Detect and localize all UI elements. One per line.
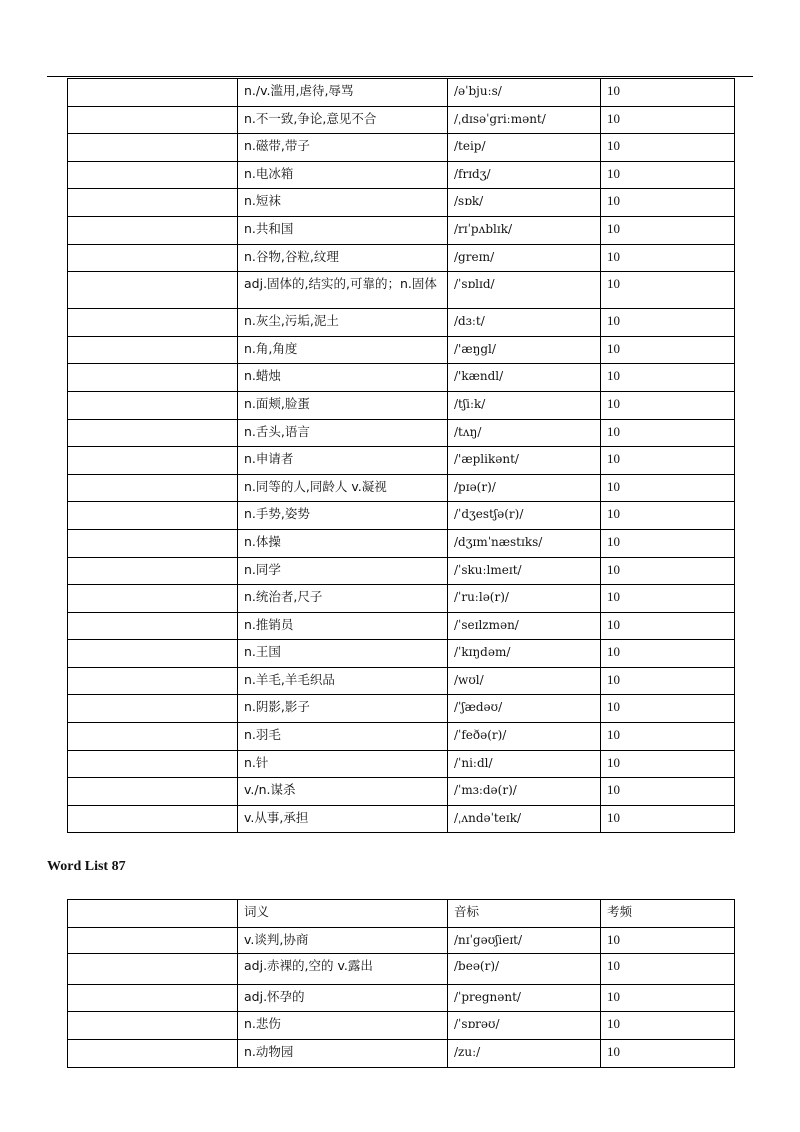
meaning-cell: n.面颊,脸蛋 <box>238 391 448 419</box>
frequency-cell: 10 <box>601 805 735 833</box>
phonetic-cell: /tʃiːk/ <box>448 391 601 419</box>
meaning-cell: n.针 <box>238 750 448 778</box>
frequency-cell: 10 <box>601 336 735 364</box>
frequency-cell: 10 <box>601 216 735 244</box>
table-row <box>68 1040 735 1068</box>
table-row <box>68 985 735 1012</box>
frequency-cell: 10 <box>601 778 735 806</box>
meaning-cell: n.推销员 <box>238 612 448 640</box>
header-rule <box>47 76 753 77</box>
phonetic-cell: /ˈniːdl/ <box>448 750 601 778</box>
word-cell <box>68 364 238 392</box>
phonetic-cell: /ˈmɜːdə(r)/ <box>448 778 601 806</box>
word-cell <box>68 1012 238 1040</box>
word-cell <box>68 244 238 272</box>
word-cell <box>68 985 238 1012</box>
table-row <box>68 805 735 833</box>
phonetic-cell: /nɪˈgəʊʃieɪt/ <box>448 928 601 954</box>
word-cell <box>68 502 238 530</box>
frequency-cell: 10 <box>601 79 735 107</box>
meaning-cell: n.羽毛 <box>238 723 448 751</box>
table-row <box>68 723 735 751</box>
word-cell <box>68 161 238 189</box>
meaning-cell: n.同等的人,同龄人 v.凝视 <box>238 474 448 502</box>
frequency-cell: 10 <box>601 419 735 447</box>
table-row <box>68 189 735 217</box>
frequency-cell: 10 <box>601 557 735 585</box>
frequency-cell: 10 <box>601 474 735 502</box>
frequency-cell: 10 <box>601 585 735 613</box>
word-cell <box>68 529 238 557</box>
frequency-cell: 10 <box>601 272 735 309</box>
meaning-cell: n.蜡烛 <box>238 364 448 392</box>
table-row <box>68 612 735 640</box>
meaning-cell: adj.怀孕的 <box>238 985 448 1012</box>
word-cell <box>68 134 238 162</box>
meaning-cell: n.悲伤 <box>238 1012 448 1040</box>
frequency-cell: 10 <box>601 695 735 723</box>
table-row <box>68 106 735 134</box>
table-row <box>68 447 735 475</box>
frequency-cell: 10 <box>601 134 735 162</box>
word-cell <box>68 1040 238 1068</box>
phonetic-cell: /'kændl/ <box>448 364 601 392</box>
word-cell <box>68 778 238 806</box>
table-row <box>68 216 735 244</box>
meaning-cell: v./n.谋杀 <box>238 778 448 806</box>
table-row <box>68 557 735 585</box>
word-cell <box>68 954 238 985</box>
meaning-cell: adj.固体的,结实的,可靠的；n.固体 <box>238 272 448 309</box>
word-list-heading: Word List 87 <box>47 859 126 874</box>
frequency-cell: 10 <box>601 529 735 557</box>
phonetic-cell: /dɜːt/ <box>448 309 601 337</box>
phonetic-cell: /'æŋgl/ <box>448 336 601 364</box>
meaning-cell: n.动物园 <box>238 1040 448 1068</box>
word-cell <box>68 336 238 364</box>
frequency-cell: 10 <box>601 928 735 954</box>
table-row <box>68 364 735 392</box>
phonetic-cell: /ˌʌndəˈteɪk/ <box>448 805 601 833</box>
meaning-cell: n.王国 <box>238 640 448 668</box>
table-row <box>68 419 735 447</box>
meaning-cell: n.舌头,语言 <box>238 419 448 447</box>
meaning-cell: n.电冰箱 <box>238 161 448 189</box>
word-cell <box>68 612 238 640</box>
meaning-cell: n.共和国 <box>238 216 448 244</box>
phonetic-cell: /ˈdʒestʃə(r)/ <box>448 502 601 530</box>
phonetic-cell: /ˌdɪsəˈgriːmənt/ <box>448 106 601 134</box>
phonetic-cell: /sɒk/ <box>448 189 601 217</box>
table-row <box>68 309 735 337</box>
header-word <box>68 900 238 928</box>
word-cell <box>68 447 238 475</box>
vocab-table-1 <box>67 78 735 833</box>
table-row <box>68 1012 735 1040</box>
meaning-cell: n.灰尘,污垢,泥土 <box>238 309 448 337</box>
phonetic-cell: /'æplikənt/ <box>448 447 601 475</box>
frequency-cell: 10 <box>601 985 735 1012</box>
phonetic-cell: /əˈbjuːs/ <box>448 79 601 107</box>
table-row <box>68 778 735 806</box>
phonetic-cell: /ˈseɪlzmən/ <box>448 612 601 640</box>
frequency-cell: 10 <box>601 640 735 668</box>
word-cell <box>68 640 238 668</box>
meaning-cell: adj.赤裸的,空的 v.露出 <box>238 954 448 985</box>
frequency-cell: 10 <box>601 364 735 392</box>
meaning-cell: n.磁带,带子 <box>238 134 448 162</box>
header-frequency: 考频 <box>601 900 735 928</box>
word-cell <box>68 474 238 502</box>
table-row <box>68 79 735 107</box>
word-cell <box>68 216 238 244</box>
phonetic-cell: /ˈfeðə(r)/ <box>448 723 601 751</box>
phonetic-cell: /beə(r)/ <box>448 954 601 985</box>
word-cell <box>68 106 238 134</box>
table-row <box>68 954 735 985</box>
phonetic-cell: /ˈsɒlɪd/ <box>448 272 601 309</box>
frequency-cell: 10 <box>601 612 735 640</box>
phonetic-cell: /ˈskuːlmeɪt/ <box>448 557 601 585</box>
word-cell <box>68 805 238 833</box>
phonetic-cell: /ˈkɪŋdəm/ <box>448 640 601 668</box>
frequency-cell: 10 <box>601 189 735 217</box>
table-row <box>68 391 735 419</box>
phonetic-cell: /teip/ <box>448 134 601 162</box>
frequency-cell: 10 <box>601 667 735 695</box>
meaning-cell: n.阴影,影子 <box>238 695 448 723</box>
frequency-cell: 10 <box>601 309 735 337</box>
word-cell <box>68 79 238 107</box>
word-cell <box>68 585 238 613</box>
word-cell <box>68 419 238 447</box>
table-row <box>68 928 735 954</box>
phonetic-cell: /ˈruːlə(r)/ <box>448 585 601 613</box>
table-row <box>68 161 735 189</box>
word-cell <box>68 723 238 751</box>
header-meaning: 词义 <box>238 900 448 928</box>
word-cell <box>68 272 238 309</box>
phonetic-cell: /frɪdʒ/ <box>448 161 601 189</box>
table-row <box>68 502 735 530</box>
word-cell <box>68 391 238 419</box>
table-row <box>68 695 735 723</box>
meaning-cell: n.体操 <box>238 529 448 557</box>
word-cell <box>68 695 238 723</box>
frequency-cell: 10 <box>601 750 735 778</box>
frequency-cell: 10 <box>601 1012 735 1040</box>
table-row <box>68 640 735 668</box>
phonetic-cell: /ˈpregnənt/ <box>448 985 601 1012</box>
table-row <box>68 750 735 778</box>
phonetic-cell: /wʊl/ <box>448 667 601 695</box>
phonetic-cell: /tʌŋ/ <box>448 419 601 447</box>
frequency-cell: 10 <box>601 1040 735 1068</box>
meaning-cell: n.手势,姿势 <box>238 502 448 530</box>
table-row <box>68 244 735 272</box>
frequency-cell: 10 <box>601 502 735 530</box>
meaning-cell: n.统治者,尺子 <box>238 585 448 613</box>
word-cell <box>68 309 238 337</box>
table-row <box>68 585 735 613</box>
phonetic-cell: /ˈʃædəʊ/ <box>448 695 601 723</box>
meaning-cell: n.角,角度 <box>238 336 448 364</box>
meaning-cell: n.谷物,谷粒,纹理 <box>238 244 448 272</box>
phonetic-cell: /dʒɪmˈnæstɪks/ <box>448 529 601 557</box>
word-cell <box>68 189 238 217</box>
word-cell <box>68 750 238 778</box>
phonetic-cell: /pɪə(r)/ <box>448 474 601 502</box>
frequency-cell: 10 <box>601 954 735 985</box>
frequency-cell: 10 <box>601 244 735 272</box>
word-cell <box>68 667 238 695</box>
frequency-cell: 10 <box>601 106 735 134</box>
frequency-cell: 10 <box>601 161 735 189</box>
phonetic-cell: /greɪn/ <box>448 244 601 272</box>
table-row <box>68 134 735 162</box>
meaning-cell: n.不一致,争论,意见不合 <box>238 106 448 134</box>
meaning-cell: n.短袜 <box>238 189 448 217</box>
header-phonetic: 音标 <box>448 900 601 928</box>
table-header-row <box>68 900 735 928</box>
meaning-cell: v.从事,承担 <box>238 805 448 833</box>
phonetic-cell: /zuː/ <box>448 1040 601 1068</box>
meaning-cell: n.申请者 <box>238 447 448 475</box>
meaning-cell: n.同学 <box>238 557 448 585</box>
word-cell <box>68 557 238 585</box>
word-cell <box>68 928 238 954</box>
table-row <box>68 272 735 309</box>
table-row <box>68 667 735 695</box>
phonetic-cell: /rɪˈpʌblɪk/ <box>448 216 601 244</box>
table-row <box>68 529 735 557</box>
frequency-cell: 10 <box>601 447 735 475</box>
table-row <box>68 336 735 364</box>
vocab-table-2 <box>67 899 735 1068</box>
meaning-cell: n./v.滥用,虐待,辱骂 <box>238 79 448 107</box>
meaning-cell: v.谈判,协商 <box>238 928 448 954</box>
phonetic-cell: /ˈsɒrəʊ/ <box>448 1012 601 1040</box>
frequency-cell: 10 <box>601 391 735 419</box>
frequency-cell: 10 <box>601 723 735 751</box>
meaning-cell: n.羊毛,羊毛织品 <box>238 667 448 695</box>
table-row <box>68 474 735 502</box>
